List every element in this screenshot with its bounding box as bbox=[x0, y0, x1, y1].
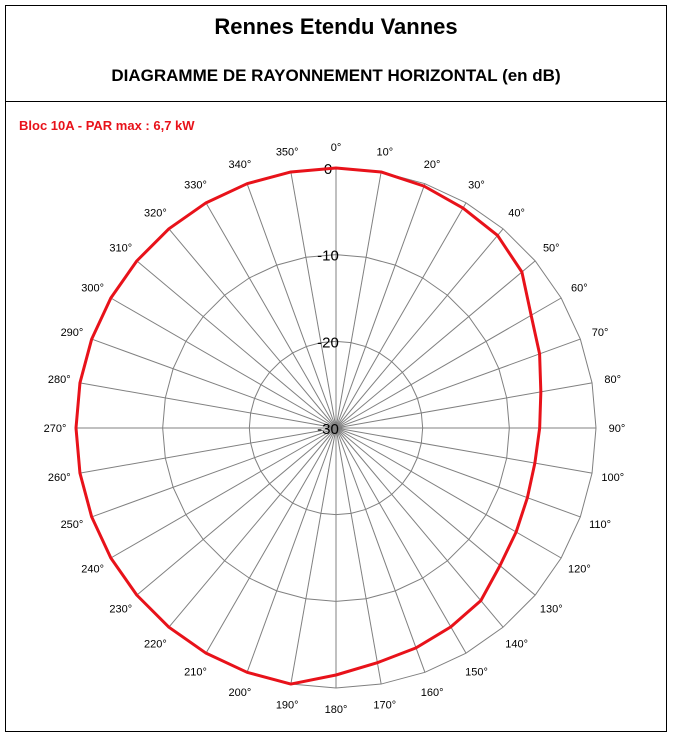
angle-label: 150° bbox=[465, 666, 488, 679]
grid-spoke bbox=[336, 229, 503, 428]
chart-title: Rennes Etendu Vannes bbox=[214, 14, 458, 39]
radial-tick-label: -20 bbox=[317, 334, 339, 352]
angle-label: 200° bbox=[228, 687, 252, 700]
angle-label: 290° bbox=[60, 326, 84, 339]
angle-label: 310° bbox=[109, 242, 133, 255]
angle-label: 210° bbox=[184, 666, 207, 679]
angle-label: 230° bbox=[109, 603, 133, 616]
angle-label: 280° bbox=[47, 374, 71, 387]
chart-subtitle: DIAGRAMME DE RAYONNEMENT HORIZONTAL (en dB) bbox=[111, 66, 561, 85]
angle-label: 90° bbox=[608, 423, 626, 435]
angle-label: 80° bbox=[604, 374, 622, 387]
grid-spoke bbox=[169, 428, 336, 627]
angle-label: 120° bbox=[567, 563, 591, 576]
polar-chart bbox=[6, 102, 666, 731]
series-line bbox=[76, 168, 541, 684]
angle-label: 240° bbox=[81, 563, 105, 576]
angle-label: 30° bbox=[468, 179, 485, 192]
grid-spoke bbox=[336, 428, 580, 517]
angle-label: 190° bbox=[275, 699, 299, 712]
grid-spoke bbox=[247, 184, 336, 428]
angle-label: 170° bbox=[373, 699, 397, 712]
angle-label: 10° bbox=[376, 146, 394, 159]
grid-spoke bbox=[336, 428, 535, 595]
angle-label: 110° bbox=[589, 519, 612, 532]
angle-label: 300° bbox=[81, 282, 105, 295]
chart-header bbox=[6, 6, 666, 102]
angle-label: 250° bbox=[60, 519, 84, 532]
grid-spoke bbox=[336, 428, 425, 672]
radial-tick-label: -30 bbox=[317, 421, 339, 438]
grid-spoke bbox=[336, 428, 503, 627]
grid-spoke bbox=[92, 339, 336, 428]
grid-spoke bbox=[247, 428, 336, 672]
grid-spoke bbox=[169, 229, 336, 428]
angle-label: 320° bbox=[143, 207, 167, 220]
angle-label: 270° bbox=[43, 423, 67, 435]
grid-spoke bbox=[92, 428, 336, 517]
grid-spoke bbox=[137, 428, 336, 595]
angle-label: 220° bbox=[143, 638, 167, 651]
angle-label: 140° bbox=[505, 638, 529, 651]
radial-tick-label: 0 bbox=[323, 161, 333, 178]
grid-spoke bbox=[336, 184, 425, 428]
chart-area bbox=[6, 102, 666, 731]
angle-label: 60° bbox=[571, 282, 588, 295]
angle-label: 70° bbox=[591, 326, 609, 339]
series-label: Bloc 10A - PAR max : 6,7 kW bbox=[19, 118, 195, 133]
angle-label: 260° bbox=[47, 471, 71, 484]
grid-spoke bbox=[336, 261, 535, 428]
angle-label: 340° bbox=[228, 158, 252, 171]
angle-label: 50° bbox=[542, 242, 560, 255]
angle-label: 0° bbox=[330, 142, 342, 154]
angle-label: 20° bbox=[423, 158, 441, 171]
angle-label: 180° bbox=[324, 704, 348, 716]
angle-label: 350° bbox=[275, 146, 299, 159]
grid-spoke bbox=[137, 261, 336, 428]
grid-spoke bbox=[336, 339, 580, 428]
radial-tick-label: -10 bbox=[317, 247, 339, 265]
angle-label: 40° bbox=[508, 207, 525, 220]
chart-frame bbox=[5, 5, 667, 732]
angle-label: 330° bbox=[184, 179, 207, 192]
angle-label: 160° bbox=[420, 687, 444, 700]
angle-label: 130° bbox=[539, 603, 563, 616]
angle-label: 100° bbox=[601, 471, 625, 484]
